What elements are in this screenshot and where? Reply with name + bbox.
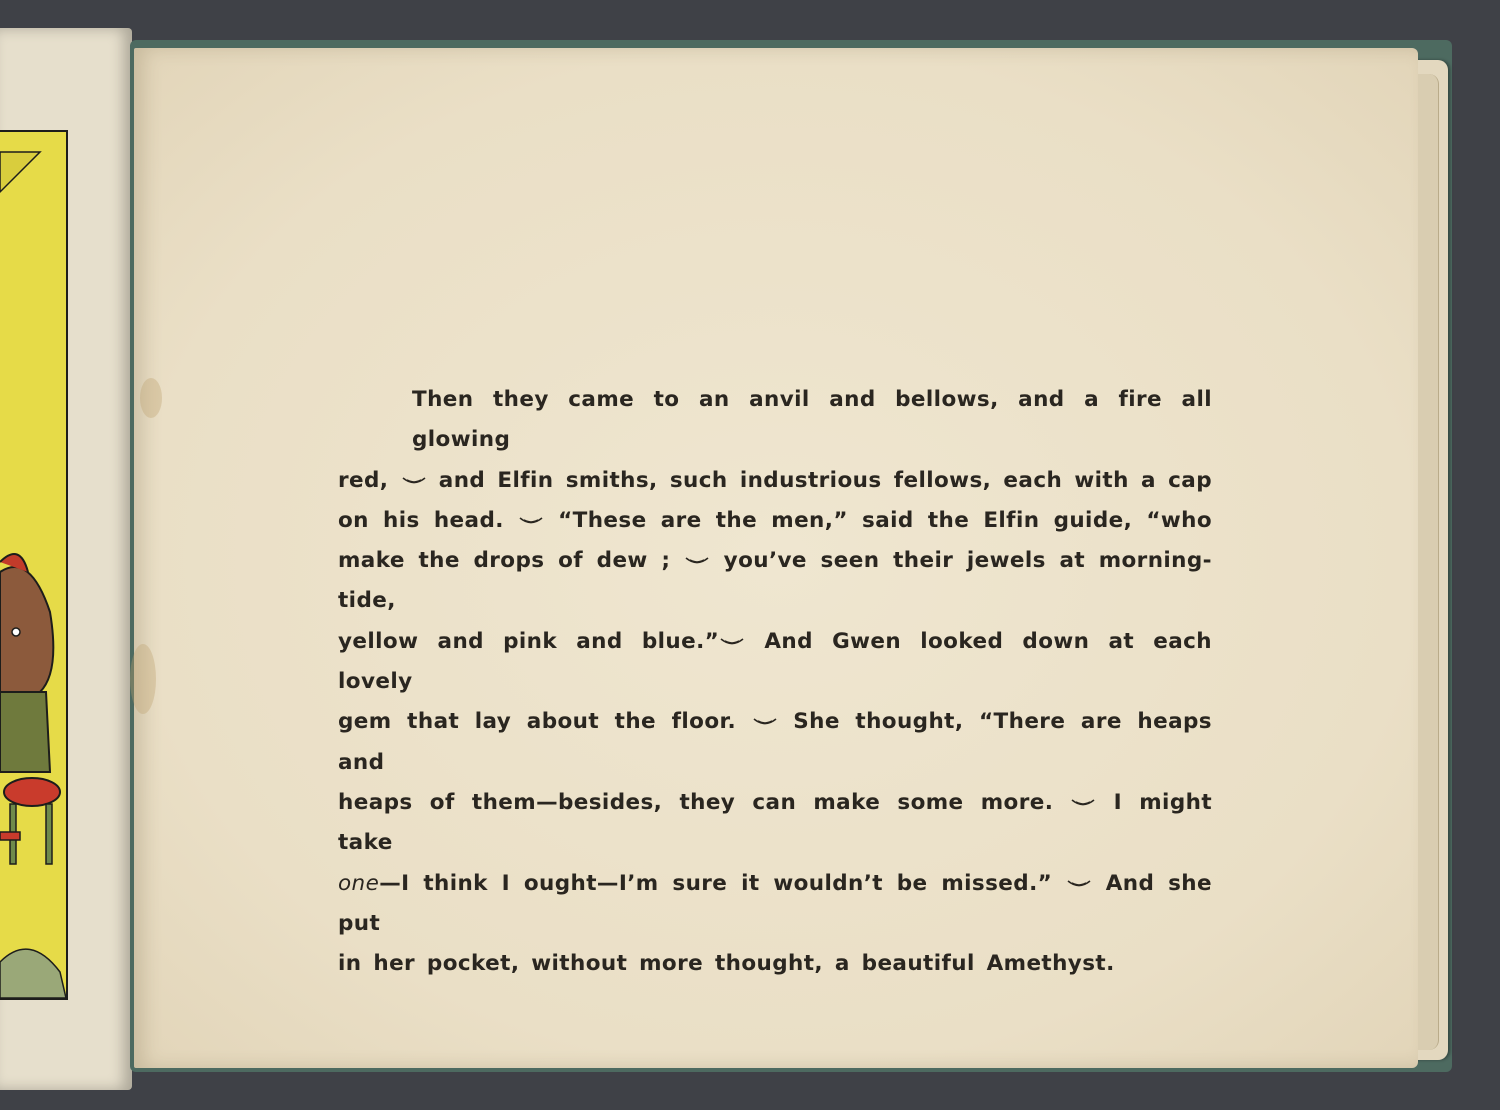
leaf-ornament-icon xyxy=(719,636,745,648)
story-text: gem that lay about the floor. xyxy=(338,709,752,735)
leaf-ornament-icon xyxy=(1070,797,1096,809)
leaf-ornament-icon xyxy=(1066,878,1092,890)
story-text: And Gwen looked down at each lovely xyxy=(338,628,1213,695)
story-text: And she put xyxy=(338,870,1212,936)
story-line xyxy=(338,864,1212,945)
story-text: “These are the men,” said the Elfin guide, “who xyxy=(543,507,1212,533)
story-line xyxy=(338,783,1212,864)
story-line xyxy=(338,380,1212,461)
story-text: yellow and pink and blue.” xyxy=(338,628,720,654)
story-text: in her pocket, without more thought, a beautiful Amethyst. xyxy=(338,951,1115,977)
story-text: Then they came to an anvil and bellows, and a fire all glowing xyxy=(412,387,1212,453)
story-line xyxy=(338,541,1212,622)
story-text: She thought, “There are heaps and xyxy=(338,709,1212,775)
story-text: I might take xyxy=(338,789,1212,856)
story-line xyxy=(338,622,1212,703)
story-line xyxy=(338,702,1212,783)
story-text: you’ve seen their jewels at morning-tide, xyxy=(338,548,1212,614)
story-line xyxy=(338,461,1212,501)
age-spot xyxy=(140,378,162,418)
story-text: one xyxy=(338,870,380,896)
story-text: make the drops of dew ; xyxy=(338,548,684,574)
leaf-ornament-icon xyxy=(401,475,427,487)
left-page xyxy=(0,28,132,1090)
story-text: and Elfin smiths, such industrious fellows, each with a cap xyxy=(426,467,1212,493)
story-text-block xyxy=(338,380,1212,984)
story-text: red, xyxy=(338,467,401,493)
age-spot xyxy=(130,644,156,714)
story-text: on his head. xyxy=(338,507,518,533)
story-text: —I think I ought—I’m sure it wouldn’t be missed.” xyxy=(379,870,1066,896)
elf-illustration xyxy=(0,130,68,1000)
leaf-ornament-icon xyxy=(684,555,710,567)
leaf-ornament-icon xyxy=(752,716,778,728)
elf-figure-image xyxy=(0,132,66,998)
story-line xyxy=(338,501,1212,541)
story-text: heaps of them—besides, they can make some more. xyxy=(338,789,1071,815)
story-line xyxy=(338,944,1212,984)
leaf-ornament-icon xyxy=(518,515,544,527)
